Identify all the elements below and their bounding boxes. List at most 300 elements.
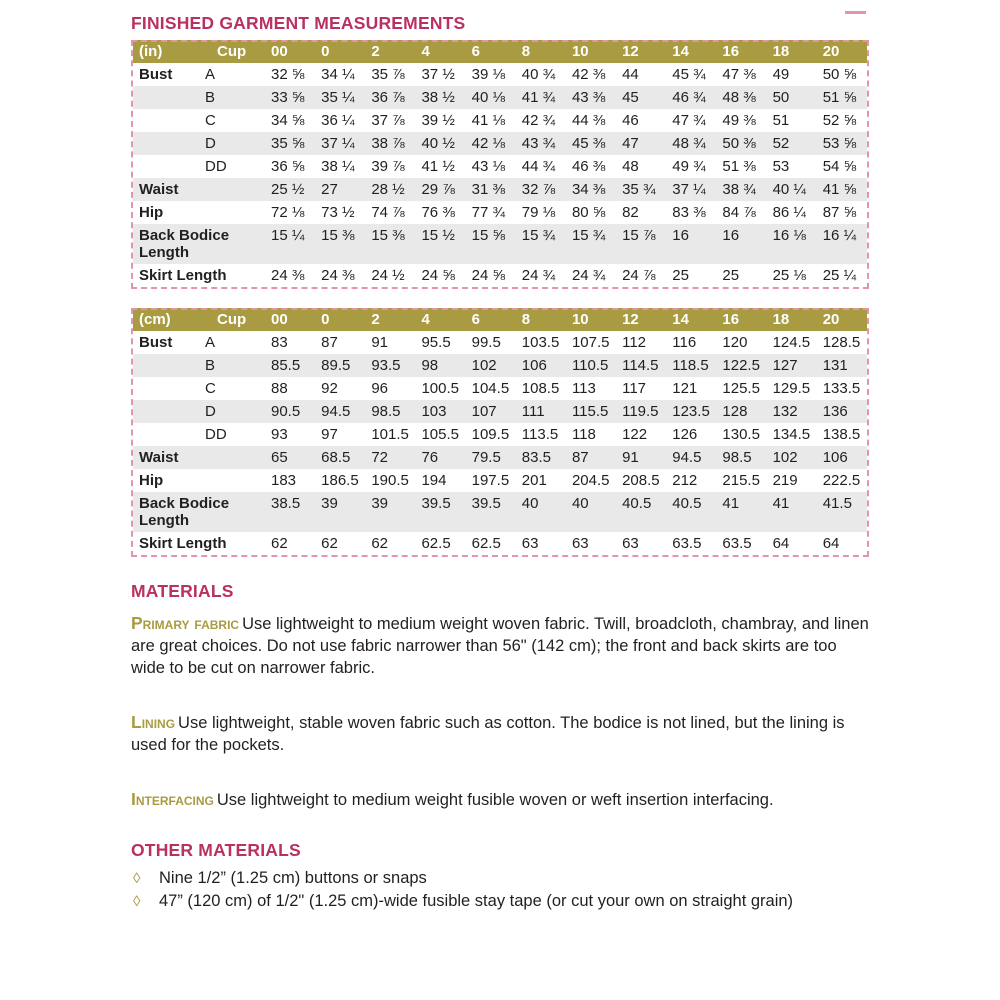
value-cell: 95.5: [421, 334, 451, 351]
row-label: [133, 446, 199, 469]
row-label: [133, 331, 199, 354]
value-cell: 54 ⅝: [822, 158, 857, 175]
value-cell: 39: [365, 492, 415, 532]
value-cell: 104.5: [471, 380, 510, 397]
value-cell: 113.5: [521, 426, 559, 443]
list-item: [131, 867, 869, 890]
table-row: [133, 63, 867, 86]
value-cell: 62.5: [421, 535, 451, 552]
value-cell: 43 ⅛: [471, 158, 505, 175]
other-materials-list: [131, 867, 869, 913]
list-item-text: 47” (120 cm) of 1/2" (1.25 cm)-wide fusible stay tape (or cut your own on straight grain): [159, 892, 794, 910]
value-cell: 37 ½: [421, 66, 455, 83]
value-cell: 63: [571, 535, 589, 552]
value-cell: 15 ¾: [516, 224, 566, 264]
value-cell: 98.5: [716, 446, 766, 469]
row-label: [133, 400, 199, 423]
value-cell: 50 ⅝: [822, 66, 857, 83]
value-cell: 41 ¾: [516, 86, 566, 109]
value-cell: 40.5: [666, 492, 716, 532]
column-header: 0: [315, 40, 365, 63]
value-cell: 38 ⅞: [365, 132, 415, 155]
value-cell: 15 ¼: [265, 224, 315, 264]
value-cell: 96: [371, 380, 388, 397]
row-label: [133, 63, 199, 86]
value-cell: 72 ⅛: [271, 204, 305, 221]
value-cell: 42 ¾: [521, 112, 556, 129]
value-cell: 99.5: [471, 334, 501, 351]
value-cell: 25: [672, 267, 689, 284]
value-cell: 45: [616, 86, 666, 109]
value-cell: 29 ⅞: [415, 178, 465, 201]
value-cell: 63: [622, 535, 639, 552]
value-cell: 38 ½: [415, 86, 465, 109]
column-header: Cup: [199, 308, 265, 331]
value-cell: 62: [321, 535, 338, 552]
value-cell: 102: [466, 354, 516, 377]
column-header: 14: [666, 308, 716, 331]
value-cell: 93: [271, 426, 288, 443]
interfacing-label: Interfacing: [131, 789, 214, 809]
value-cell: 126: [672, 426, 698, 443]
value-cell: 40 ¼: [767, 178, 817, 201]
value-cell: 24 ¾: [521, 267, 556, 284]
value-cell: 24 ⅞: [622, 267, 656, 284]
value-cell: 24 ¾: [571, 267, 606, 284]
value-cell: 25: [722, 267, 740, 284]
page-title: FINISHED GARMENT MEASUREMENTS: [131, 13, 466, 33]
diamond-bullet-icon: ◊: [133, 893, 141, 910]
value-cell: 63.5: [672, 535, 702, 552]
value-cell: 129.5: [772, 380, 811, 397]
value-cell: 120: [722, 334, 748, 351]
column-header: 18: [767, 40, 817, 63]
table-row: [133, 400, 867, 423]
value-cell: 222.5: [822, 472, 861, 489]
value-cell: 136: [817, 400, 867, 423]
value-cell: 128.5: [822, 334, 861, 351]
column-header: 4: [415, 308, 465, 331]
value-cell: 123.5: [666, 400, 716, 423]
column-header: 8: [516, 308, 566, 331]
value-cell: 36 ⅝: [271, 158, 305, 175]
value-cell: 28 ½: [365, 178, 415, 201]
value-cell: 204.5: [571, 472, 610, 489]
measurement-tables: [131, 40, 869, 557]
value-cell: 112: [622, 334, 647, 351]
table-row: [133, 492, 867, 532]
cup-cell: A: [205, 66, 216, 83]
size-table: [133, 40, 867, 287]
cup-cell: D: [199, 132, 265, 155]
value-cell: 98: [415, 354, 465, 377]
value-cell: 40.5: [616, 492, 666, 532]
value-cell: 208.5: [622, 472, 660, 489]
value-cell: 215.5: [722, 472, 760, 489]
column-header: 00: [265, 40, 315, 63]
row-label: [133, 532, 227, 555]
value-cell: 25 ½: [265, 178, 315, 201]
value-cell: 15 ⅜: [315, 224, 365, 264]
row-label: [133, 492, 230, 532]
row-label-text: Hip: [139, 204, 164, 221]
table-row: [133, 264, 867, 287]
value-cell: 40 ¾: [521, 66, 556, 83]
table-row: [133, 86, 867, 109]
value-cell: 39 ⅞: [371, 158, 405, 175]
value-cell: 45 ⅜: [566, 132, 616, 155]
row-label: [133, 155, 199, 178]
row-label: [133, 201, 199, 224]
value-cell: 122.5: [716, 354, 766, 377]
value-cell: 114.5: [616, 354, 666, 377]
value-cell: 35 ¼: [315, 86, 365, 109]
value-cell: 33 ⅝: [265, 86, 315, 109]
value-cell: 125.5: [722, 380, 760, 397]
column-header: 12: [616, 40, 666, 63]
value-cell: 92: [321, 380, 338, 397]
column-header: 10: [566, 308, 616, 331]
value-cell: 25 ¼: [822, 267, 857, 284]
cup-cell: DD: [205, 158, 227, 175]
row-label-text: Bust: [139, 66, 173, 83]
value-cell: 43 ⅜: [566, 86, 616, 109]
value-cell: 16 ¼: [817, 224, 867, 264]
value-cell: 194: [421, 472, 447, 489]
table-header-row: [133, 40, 867, 63]
value-cell: 24 ⅝: [421, 267, 455, 284]
list-item: [131, 890, 869, 913]
value-cell: 39.5: [415, 492, 465, 532]
row-label: [133, 423, 199, 446]
value-cell: 85.5: [265, 354, 315, 377]
interfacing-paragraph: [131, 788, 869, 811]
cup-cell: D: [199, 400, 265, 423]
value-cell: 48: [622, 158, 639, 175]
table-row: [133, 155, 867, 178]
value-cell: 107.5: [571, 334, 610, 351]
column-header: 18: [767, 308, 817, 331]
value-cell: 16: [716, 224, 766, 264]
value-cell: 186.5: [321, 472, 359, 489]
value-cell: 110.5: [566, 354, 616, 377]
value-cell: 47: [616, 132, 666, 155]
column-header: Cup: [199, 40, 265, 63]
value-cell: 91: [371, 334, 388, 351]
value-cell: 79.5: [466, 446, 516, 469]
column-header: 8: [516, 40, 566, 63]
value-cell: 51: [772, 112, 790, 129]
value-cell: 38 ¼: [321, 158, 355, 175]
cup-cell: A: [205, 334, 216, 351]
column-header: 00: [265, 308, 315, 331]
value-cell: 38.5: [265, 492, 315, 532]
value-cell: 219: [772, 472, 798, 489]
value-cell: 64: [772, 535, 790, 552]
value-cell: 44 ⅜: [571, 112, 606, 129]
value-cell: 41 ⅝: [817, 178, 867, 201]
row-label: [133, 109, 199, 132]
value-cell: 39: [315, 492, 365, 532]
primary-fabric-label: Primary fabric: [131, 613, 240, 633]
value-cell: 134.5: [772, 426, 811, 443]
value-cell: 32 ⅞: [516, 178, 566, 201]
value-cell: 25 ⅛: [772, 267, 806, 284]
value-cell: 15 ⅝: [466, 224, 516, 264]
measurement-table-in: [131, 40, 869, 289]
row-label-text: Bust: [139, 334, 173, 351]
table-row: [133, 469, 867, 492]
value-cell: 40 ⅛: [466, 86, 516, 109]
value-cell: 16: [666, 224, 716, 264]
value-cell: 118.5: [666, 354, 716, 377]
value-cell: 15 ½: [415, 224, 465, 264]
cup-cell: B: [199, 354, 265, 377]
value-cell: 62: [371, 535, 388, 552]
table-row: [133, 201, 867, 224]
value-cell: 51 ⅜: [722, 158, 756, 175]
value-cell: 27: [315, 178, 365, 201]
page: [131, 13, 869, 913]
cup-cell: DD: [205, 426, 227, 443]
value-cell: 86 ¼: [772, 204, 806, 221]
value-cell: 35 ⅞: [371, 66, 405, 83]
value-cell: 46 ⅜: [571, 158, 606, 175]
column-header: 2: [365, 40, 415, 63]
value-cell: 39 ⅛: [471, 66, 505, 83]
value-cell: 48 ⅜: [716, 86, 766, 109]
row-label: [133, 377, 199, 400]
value-cell: 63.5: [722, 535, 752, 552]
value-cell: 52: [767, 132, 817, 155]
cup-cell: [199, 469, 265, 492]
table-row: [133, 377, 867, 400]
value-cell: 107: [466, 400, 516, 423]
cup-cell: C: [205, 112, 216, 129]
row-label: [133, 178, 199, 201]
measurement-table-cm: [131, 308, 869, 557]
value-cell: 90.5: [265, 400, 315, 423]
value-cell: 42 ⅛: [466, 132, 516, 155]
value-cell: 62.5: [471, 535, 501, 552]
column-header: 12: [616, 308, 666, 331]
value-cell: 65: [265, 446, 315, 469]
value-cell: 138.5: [822, 426, 861, 443]
value-cell: 106: [817, 446, 867, 469]
diamond-bullet-icon: ◊: [133, 870, 141, 887]
interfacing-text: Use lightweight to medium weight fusible woven or weft insertion interfacing.: [216, 791, 774, 809]
value-cell: 97: [321, 426, 338, 443]
value-cell: 106: [516, 354, 566, 377]
column-header: 20: [817, 308, 867, 331]
value-cell: 42 ⅜: [571, 66, 606, 83]
value-cell: 35 ¾: [616, 178, 666, 201]
value-cell: 24 ⅜: [271, 267, 305, 284]
value-cell: 63: [521, 535, 539, 552]
value-cell: 103: [415, 400, 465, 423]
column-header: (in): [133, 40, 199, 63]
cup-cell: [199, 201, 265, 224]
value-cell: 201: [521, 472, 547, 489]
value-cell: 49: [772, 66, 790, 83]
table-row: [133, 354, 867, 377]
value-cell: 128: [716, 400, 766, 423]
row-label: [133, 86, 199, 109]
table-row: [133, 423, 867, 446]
value-cell: 72: [365, 446, 415, 469]
value-cell: 100.5: [421, 380, 460, 397]
value-cell: 115.5: [566, 400, 616, 423]
value-cell: 133.5: [822, 380, 861, 397]
value-cell: 77 ¾: [471, 204, 505, 221]
column-header: 6: [466, 308, 516, 331]
table-row: [133, 331, 867, 354]
value-cell: 50 ⅜: [716, 132, 766, 155]
value-cell: 87 ⅝: [822, 204, 857, 221]
value-cell: 117: [622, 380, 647, 397]
value-cell: 80 ⅝: [571, 204, 606, 221]
value-cell: 52 ⅝: [822, 112, 857, 129]
value-cell: 37 ¼: [315, 132, 365, 155]
value-cell: 34 ⅝: [271, 112, 305, 129]
primary-fabric-paragraph: [131, 612, 869, 679]
column-header: 20: [817, 40, 867, 63]
value-cell: 49 ⅜: [722, 112, 756, 129]
materials-heading: MATERIALS: [131, 581, 234, 601]
value-cell: 87: [566, 446, 616, 469]
value-cell: 68.5: [315, 446, 365, 469]
value-cell: 44: [622, 66, 639, 83]
value-cell: 122: [622, 426, 648, 443]
value-cell: 24 ½: [371, 267, 405, 284]
row-label: [133, 469, 199, 492]
value-cell: 83: [271, 334, 288, 351]
value-cell: 46 ¾: [666, 86, 716, 109]
value-cell: 24 ⅝: [471, 267, 505, 284]
value-cell: 40: [516, 492, 566, 532]
table-row: [133, 532, 867, 555]
row-label-text: Waist: [139, 181, 179, 198]
value-cell: 116: [672, 334, 697, 351]
table-row: [133, 178, 867, 201]
column-header: 10: [566, 40, 616, 63]
value-cell: 76: [415, 446, 465, 469]
value-cell: 53: [772, 158, 790, 175]
value-cell: 105.5: [421, 426, 460, 443]
value-cell: 39.5: [466, 492, 516, 532]
column-header: 4: [415, 40, 465, 63]
value-cell: 91: [616, 446, 666, 469]
value-cell: 15 ¾: [566, 224, 616, 264]
value-cell: 41: [716, 492, 766, 532]
value-cell: 87: [321, 334, 338, 351]
value-cell: 34 ¼: [321, 66, 355, 83]
lining-text: Use lightweight, stable woven fabric such as cotton. The bodice is not lined, but the lining is used for the pockets.: [131, 714, 845, 754]
value-cell: 94.5: [315, 400, 365, 423]
value-cell: 32 ⅝: [271, 66, 305, 83]
value-cell: 93.5: [365, 354, 415, 377]
value-cell: 40 ½: [415, 132, 465, 155]
value-cell: 50: [767, 86, 817, 109]
value-cell: 37 ¼: [666, 178, 716, 201]
value-cell: 88: [271, 380, 288, 397]
row-label: [133, 224, 230, 264]
table-row: [133, 224, 867, 264]
value-cell: 53 ⅝: [817, 132, 867, 155]
value-cell: 121: [672, 380, 698, 397]
value-cell: 98.5: [365, 400, 415, 423]
value-cell: 39 ½: [421, 112, 455, 129]
other-materials-heading: OTHER MATERIALS: [131, 840, 301, 860]
value-cell: 24 ⅜: [321, 267, 355, 284]
value-cell: 35 ⅝: [265, 132, 315, 155]
value-cell: 113: [571, 380, 596, 397]
value-cell: 83 ⅜: [672, 204, 706, 221]
value-cell: 41: [767, 492, 817, 532]
value-cell: 38 ¾: [716, 178, 766, 201]
value-cell: 47 ⅜: [722, 66, 756, 83]
table-row: [133, 132, 867, 155]
table-row: [133, 446, 867, 469]
value-cell: 62: [271, 535, 288, 552]
value-cell: 83.5: [516, 446, 566, 469]
value-cell: 103.5: [521, 334, 560, 351]
value-cell: 132: [767, 400, 817, 423]
primary-fabric-text: Use lightweight to medium weight woven fabric. Twill, broadcloth, chambray, and linen are great choices. Do not use fabric narrower than 56" (142 cm); the front and back skirts are too wide to be cut on narrower fabric.: [131, 615, 869, 677]
value-cell: 31 ⅜: [466, 178, 516, 201]
value-cell: 51 ⅝: [817, 86, 867, 109]
value-cell: 36 ⅞: [365, 86, 415, 109]
row-label-text: Skirt Length: [139, 267, 227, 284]
row-label-text: Back Bodice Length: [139, 495, 230, 529]
value-cell: 212: [672, 472, 698, 489]
value-cell: 47 ¾: [672, 112, 706, 129]
row-label: [133, 132, 199, 155]
value-cell: 79 ⅛: [521, 204, 556, 221]
value-cell: 190.5: [371, 472, 409, 489]
row-label: [133, 354, 199, 377]
value-cell: 131: [817, 354, 867, 377]
row-label: [133, 264, 227, 287]
lining-paragraph: [131, 711, 869, 756]
value-cell: 43 ¾: [516, 132, 566, 155]
value-cell: 46: [622, 112, 639, 129]
lining-label: Lining: [131, 712, 176, 732]
value-cell: 101.5: [371, 426, 409, 443]
value-cell: 183: [271, 472, 297, 489]
value-cell: 82: [622, 204, 639, 221]
column-header: 16: [716, 40, 766, 63]
value-cell: 124.5: [772, 334, 811, 351]
value-cell: 89.5: [315, 354, 365, 377]
value-cell: 84 ⅞: [722, 204, 756, 221]
value-cell: 74 ⅞: [371, 204, 405, 221]
row-label-text: Waist: [139, 449, 179, 466]
value-cell: 127: [767, 354, 817, 377]
value-cell: 16 ⅛: [767, 224, 817, 264]
row-label-text: Back Bodice Length: [139, 227, 230, 261]
value-cell: 48 ¾: [666, 132, 716, 155]
table-header-row: [133, 308, 867, 331]
value-cell: 40: [566, 492, 616, 532]
value-cell: 34 ⅜: [566, 178, 616, 201]
value-cell: 108.5: [521, 380, 560, 397]
value-cell: 102: [767, 446, 817, 469]
value-cell: 15 ⅜: [365, 224, 415, 264]
value-cell: 37 ⅞: [371, 112, 405, 129]
cup-cell: [199, 446, 265, 469]
value-cell: 41.5: [817, 492, 867, 532]
